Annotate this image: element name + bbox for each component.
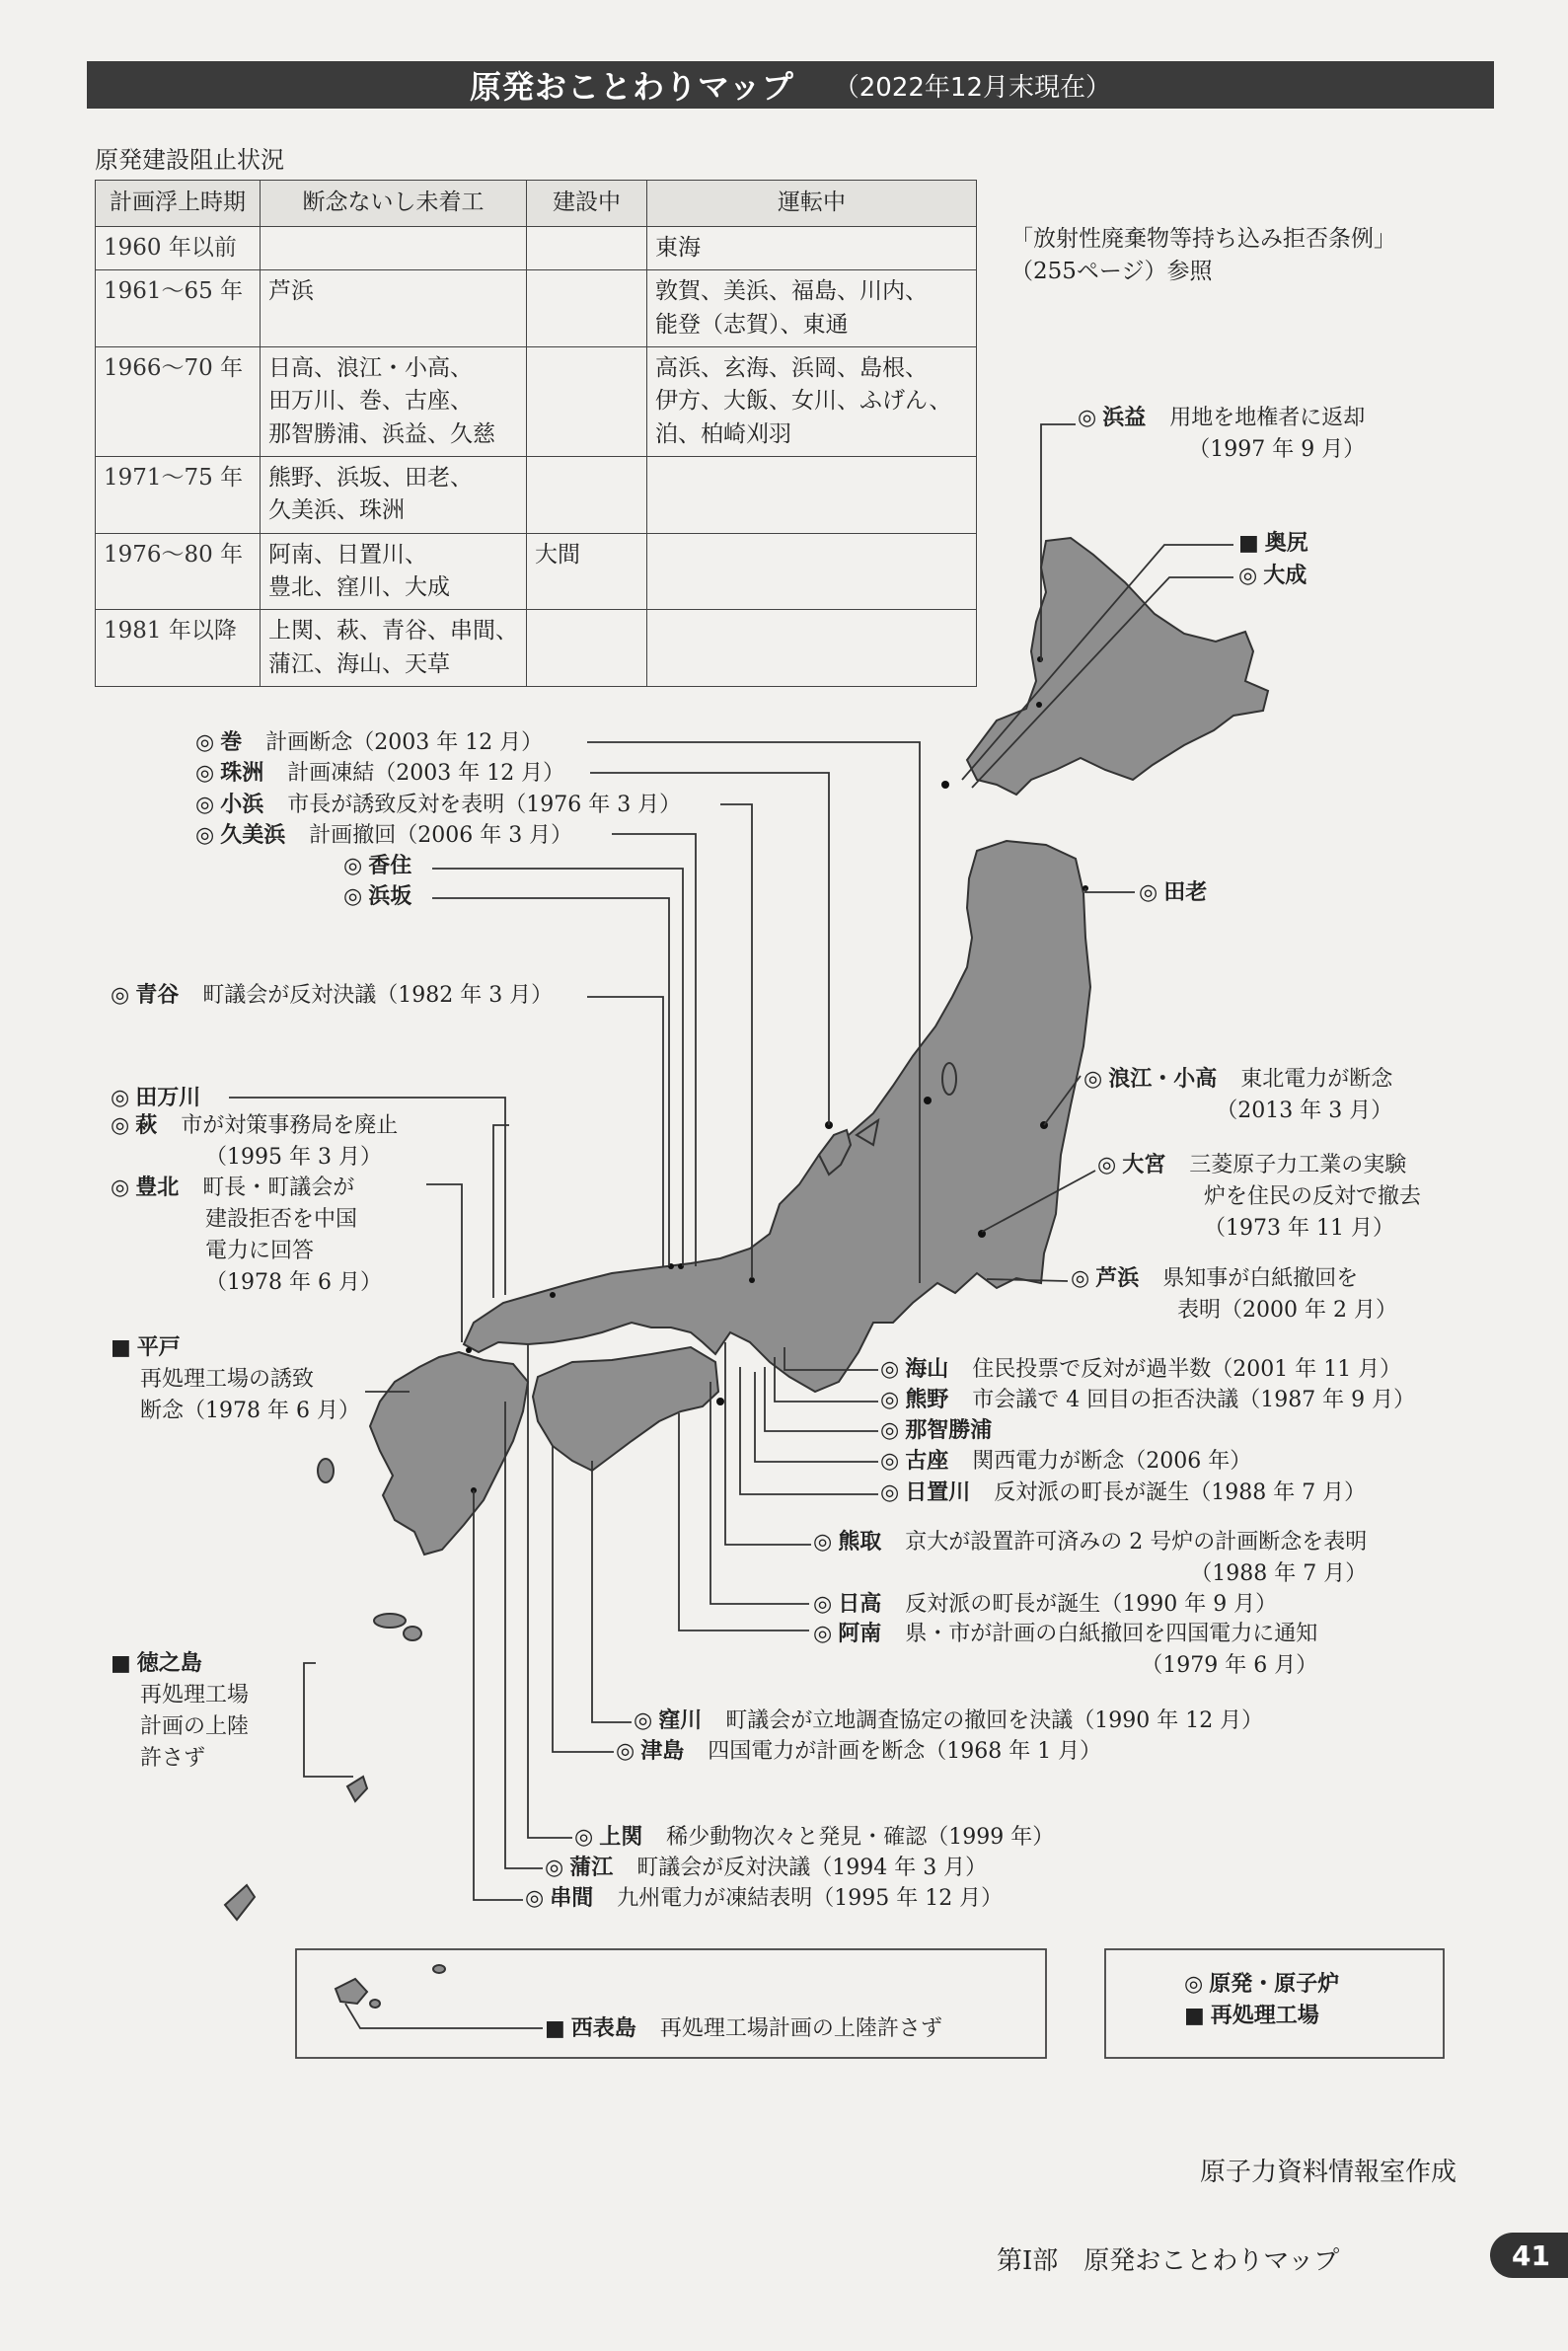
site-name: 日置川 xyxy=(905,1480,971,1505)
island xyxy=(318,1459,334,1482)
label-head xyxy=(1139,877,1207,909)
site-name: 熊取 xyxy=(838,1530,882,1555)
filled-square-icon: ■ xyxy=(111,1651,131,1676)
site-name: 香住 xyxy=(368,854,412,878)
site-description: （1988 年 7 月） xyxy=(1190,1560,1368,1586)
site-name: 上関 xyxy=(599,1825,643,1850)
label-head xyxy=(1238,561,1307,592)
site-label-hidaka xyxy=(813,1589,1277,1621)
site-description: 再処理工場計画の上陸許さず xyxy=(659,2016,942,2041)
label-head xyxy=(880,1354,1401,1386)
legend-label: 原発・原子炉 xyxy=(1209,1972,1340,1997)
site-description: 市会議で 4 回目の拒否決議（1987 年 9 月） xyxy=(972,1388,1416,1412)
hokkaido-shape xyxy=(967,538,1268,795)
site-name: 青谷 xyxy=(135,983,180,1008)
label-head xyxy=(545,1853,987,1884)
table-cell: 1971～75 年 xyxy=(96,457,261,534)
site-description: 四国電力が計画を断念（1968 年 1 月） xyxy=(708,1739,1102,1764)
double-circle-icon: ◎ xyxy=(111,1086,130,1110)
table-heading: 原発建設阻止状況 xyxy=(95,146,284,174)
shikoku-shape xyxy=(533,1347,718,1471)
label-head xyxy=(880,1385,1415,1416)
cell-line: 久美浜、珠洲 xyxy=(268,497,405,524)
table-cell: 1960 年以前 xyxy=(96,227,261,270)
cell-line: 敦賀、美浜、福島、川内、 xyxy=(655,278,928,305)
site-description: 町議会が反対決議（1982 年 3 月） xyxy=(202,983,554,1008)
filled-square-icon: ■ xyxy=(1238,531,1259,556)
cell-line: 泊、柏崎刈羽 xyxy=(655,420,791,447)
double-circle-icon: ◎ xyxy=(343,884,363,909)
site-description: （1995 年 3 月） xyxy=(205,1144,382,1170)
site-name: 芦浜 xyxy=(1095,1266,1140,1291)
site-label-miyama xyxy=(880,1354,1401,1386)
site-label-kubokawa xyxy=(634,1706,1263,1737)
island xyxy=(404,1627,421,1640)
label-head xyxy=(1238,528,1308,560)
site-label-kumihama xyxy=(195,820,572,852)
site-label-hamamasu xyxy=(1078,403,1365,466)
okinawa-island xyxy=(225,1885,255,1920)
note-line: （255ページ）参照 xyxy=(1010,259,1213,285)
column-header: 断念ないし未着工 xyxy=(261,181,527,227)
leader-line xyxy=(592,1461,632,1722)
site-label-suzu xyxy=(195,758,564,790)
site-description: 町議会が立地調査協定の撤回を決議（1990 年 12 月） xyxy=(725,1708,1264,1733)
cell-line: 阿南、日置川、 xyxy=(268,541,427,568)
site-description: 用地を地権者に返却 xyxy=(1169,406,1366,430)
double-circle-icon: ◎ xyxy=(111,1176,130,1200)
page-number: 41 xyxy=(1490,2233,1568,2278)
double-circle-icon: ◎ xyxy=(813,1622,833,1646)
site-label-aoya xyxy=(111,980,553,1012)
site-description: 町議会が反対決議（1994 年 3 月） xyxy=(636,1856,988,1880)
site-label-nachi xyxy=(880,1415,992,1447)
double-circle-icon: ◎ xyxy=(525,1886,545,1911)
site-description: 再処理工場の誘致 xyxy=(140,1366,315,1392)
site-description: 市長が誘致反対を表明（1976 年 3 月） xyxy=(287,793,682,817)
site-name: 小浜 xyxy=(220,793,264,817)
table-cell: 1961～65 年 xyxy=(96,270,261,347)
site-description: 建設拒否を中国 xyxy=(205,1206,358,1232)
label-head xyxy=(525,1883,1003,1915)
cell-line: 豊北、窪川、大成 xyxy=(268,574,450,601)
label-head xyxy=(813,1527,1367,1558)
label-head xyxy=(813,1589,1277,1621)
credit: 原子力資料情報室作成 xyxy=(1200,2158,1457,2187)
double-circle-icon: ◎ xyxy=(1184,1972,1204,1997)
table-cell: 1976～80 年 xyxy=(96,533,261,610)
double-circle-icon: ◎ xyxy=(1071,1266,1090,1291)
double-circle-icon: ◎ xyxy=(634,1708,653,1733)
double-circle-icon: ◎ xyxy=(195,730,215,755)
site-dot xyxy=(924,1097,932,1104)
site-label-taisei xyxy=(1238,561,1307,592)
leader-line xyxy=(679,1413,809,1631)
site-label-hikigawa xyxy=(880,1478,1366,1509)
double-circle-icon: ◎ xyxy=(195,761,215,786)
site-name: 大宮 xyxy=(1122,1153,1166,1177)
site-name: 浜益 xyxy=(1102,406,1147,430)
cell-line: 熊野、浜坂、田老、 xyxy=(268,465,473,492)
filled-square-icon: ■ xyxy=(111,1335,131,1360)
site-description: 炉を住民の反対で撤去 xyxy=(1204,1183,1422,1209)
filled-square-icon: ■ xyxy=(1184,2003,1205,2028)
legend xyxy=(1184,1969,1339,2032)
site-name: 日高 xyxy=(838,1592,882,1617)
leader-line xyxy=(426,1184,462,1342)
site-description: 表明（2000 年 2 月） xyxy=(1177,1297,1397,1323)
footer-section-title: 第Ⅰ部 原発おことわりマップ xyxy=(997,2246,1340,2276)
honshu-shape xyxy=(464,841,1090,1392)
site-dot xyxy=(1037,656,1043,662)
site-label-tsushima xyxy=(616,1736,1101,1768)
table-cell: 大間 xyxy=(527,533,647,610)
label-head xyxy=(343,851,411,882)
site-label-kumatori xyxy=(813,1527,1367,1590)
site-label-kumano xyxy=(880,1385,1415,1416)
label-head xyxy=(111,1648,249,1680)
label-head xyxy=(111,1332,360,1364)
site-label-hamasaka xyxy=(343,881,411,913)
table-cell: 1966～70 年 xyxy=(96,347,261,457)
double-circle-icon: ◎ xyxy=(616,1739,635,1764)
site-label-kasumi xyxy=(343,851,411,882)
site-description: 稀少動物次々と発見・確認（1999 年） xyxy=(666,1825,1055,1850)
site-description: 東北電力が断念 xyxy=(1240,1067,1393,1092)
double-circle-icon: ◎ xyxy=(574,1825,594,1850)
double-circle-icon: ◎ xyxy=(195,823,215,848)
leader-line xyxy=(432,898,669,1266)
site-label-ashihama xyxy=(1071,1263,1397,1327)
double-circle-icon: ◎ xyxy=(813,1530,833,1555)
note-line: 「放射性廃棄物等持ち込み拒否条例」 xyxy=(1010,226,1396,252)
site-description: （2013 年 3 月） xyxy=(1216,1098,1393,1123)
label-head xyxy=(1097,1150,1421,1181)
site-name: 萩 xyxy=(135,1113,158,1138)
double-circle-icon: ◎ xyxy=(880,1357,900,1382)
leader-line xyxy=(590,773,829,1125)
label-head xyxy=(574,1822,1054,1854)
site-label-tokunoshima xyxy=(111,1648,249,1775)
cell-line: 那智勝浦、浜益、久慈 xyxy=(268,420,495,447)
site-label-okushiri xyxy=(1238,528,1308,560)
label-head xyxy=(195,758,564,790)
column-header: 計画浮上時期 xyxy=(96,181,261,227)
label-head xyxy=(880,1446,1251,1478)
double-circle-icon: ◎ xyxy=(880,1480,900,1505)
site-description: 計画凍結（2003 年 12 月） xyxy=(287,761,565,786)
site-description: 京大が設置許可済みの 2 号炉の計画断念を表明 xyxy=(905,1530,1368,1555)
double-circle-icon: ◎ xyxy=(880,1418,900,1443)
cell-line: 伊方、大飯、女川、ふげん、 xyxy=(655,388,952,415)
site-name: 海山 xyxy=(905,1357,949,1382)
site-label-kamae xyxy=(545,1853,987,1884)
label-head xyxy=(616,1736,1101,1768)
site-description: （1978 年 6 月） xyxy=(205,1269,382,1295)
site-name: 豊北 xyxy=(135,1176,180,1200)
double-circle-icon: ◎ xyxy=(880,1388,900,1412)
site-label-kaminoseki xyxy=(574,1822,1054,1854)
iriomote-shape xyxy=(336,1979,367,2004)
cell-line: 日高、浪江・小高、 xyxy=(268,355,473,382)
site-description: 許さず xyxy=(140,1745,206,1771)
label-head xyxy=(880,1478,1366,1509)
site-description: 計画撤回（2006 年 3 月） xyxy=(309,823,573,848)
cell-line: 芦浜 xyxy=(268,278,314,305)
label-head xyxy=(111,980,553,1012)
site-description: 住民投票で反対が過半数（2001 年 11 月） xyxy=(972,1357,1402,1382)
site-description: 九州電力が凍結表明（1995 年 12 月） xyxy=(617,1886,1004,1911)
leader-line xyxy=(505,1402,543,1868)
site-label-hagi xyxy=(111,1110,398,1174)
site-dot xyxy=(466,1347,472,1353)
site-label-anan xyxy=(813,1619,1317,1682)
site-description: 計画断念（2003 年 12 月） xyxy=(265,730,544,755)
site-description: 断念（1978 年 6 月） xyxy=(140,1398,360,1423)
site-label-taro xyxy=(1139,877,1207,909)
site-dot xyxy=(941,781,949,789)
double-circle-icon: ◎ xyxy=(111,983,130,1008)
legend-label: 再処理工場 xyxy=(1210,2003,1319,2028)
label-head xyxy=(545,2013,942,2045)
page-title: 原発おことわりマップ xyxy=(470,68,794,106)
double-circle-icon: ◎ xyxy=(1139,880,1158,905)
double-circle-icon: ◎ xyxy=(1238,564,1258,588)
site-description: 町長・町議会が xyxy=(202,1176,355,1200)
site-dot xyxy=(716,1398,724,1405)
island xyxy=(942,1063,956,1095)
column-header: 運転中 xyxy=(647,181,977,227)
double-circle-icon: ◎ xyxy=(343,854,363,878)
cell-line: 高浜、玄海、浜岡、島根、 xyxy=(655,355,928,382)
double-circle-icon: ◎ xyxy=(813,1592,833,1617)
double-circle-icon: ◎ xyxy=(195,793,215,817)
site-name: 奥尻 xyxy=(1264,531,1308,556)
site-name: 徳之島 xyxy=(136,1651,202,1676)
filled-square-icon: ■ xyxy=(545,2016,565,2041)
site-label-kushima xyxy=(525,1883,1003,1915)
site-description: 関西電力が断念（2006 年） xyxy=(972,1449,1252,1474)
site-label-obama xyxy=(195,790,681,821)
leader-line xyxy=(493,1125,509,1298)
site-name: 浪江・小高 xyxy=(1108,1067,1218,1092)
label-head xyxy=(880,1415,992,1447)
site-label-hirado xyxy=(111,1332,360,1427)
legend-item-reactor xyxy=(1184,1969,1339,2001)
site-name: 古座 xyxy=(905,1449,949,1474)
label-head xyxy=(111,1110,398,1142)
site-description: 反対派の町長が誕生（1990 年 9 月） xyxy=(905,1592,1278,1617)
double-circle-icon: ◎ xyxy=(1083,1067,1103,1092)
label-head xyxy=(1083,1064,1392,1096)
site-name: 大成 xyxy=(1263,564,1307,588)
double-circle-icon: ◎ xyxy=(111,1113,130,1138)
leader-line xyxy=(553,1446,614,1752)
table-cell: 1981 年以降 xyxy=(96,610,261,687)
site-description: （1973 年 11 月） xyxy=(1204,1215,1394,1241)
label-head xyxy=(1071,1263,1397,1295)
site-dot xyxy=(1036,702,1042,708)
cell-line: 上関、萩、青谷、串間、 xyxy=(268,618,518,645)
site-name: 巻 xyxy=(220,730,243,755)
site-description: （1997 年 9 月） xyxy=(1188,436,1366,462)
double-circle-icon: ◎ xyxy=(545,1856,564,1880)
cell-line: 能登（志賀）、東通 xyxy=(655,311,849,338)
label-head xyxy=(111,1173,382,1204)
site-name: 阿南 xyxy=(838,1622,882,1646)
leader-line xyxy=(587,997,663,1266)
double-circle-icon: ◎ xyxy=(1078,406,1097,430)
leader-line xyxy=(720,804,752,1278)
site-description: 反対派の町長が誕生（1988 年 7 月） xyxy=(994,1480,1367,1505)
site-dot xyxy=(550,1292,556,1298)
label-head xyxy=(1078,403,1365,434)
cell-line: 東海 xyxy=(655,235,701,261)
label-head xyxy=(634,1706,1263,1737)
island xyxy=(433,1965,445,1973)
amami-island xyxy=(347,1777,367,1801)
site-label-maki xyxy=(195,727,543,759)
site-name: 田万川 xyxy=(135,1086,201,1110)
double-circle-icon: ◎ xyxy=(880,1449,900,1474)
site-name: 平戸 xyxy=(136,1335,181,1360)
site-description: 県知事が白紙撤回を xyxy=(1162,1266,1359,1291)
label-head xyxy=(195,790,681,821)
site-name: 串間 xyxy=(550,1886,594,1911)
leader-line xyxy=(474,1490,523,1900)
site-description: 市が対策事務局を廃止 xyxy=(181,1113,399,1138)
column-header: 建設中 xyxy=(527,181,647,227)
island xyxy=(374,1614,406,1628)
site-name: 浜坂 xyxy=(368,884,412,909)
site-description: （1979 年 6 月） xyxy=(1141,1652,1318,1678)
island xyxy=(370,2000,380,2008)
legend-item-reprocessing xyxy=(1184,2001,1339,2032)
cell-line: 田万川、巻、古座、 xyxy=(268,388,473,415)
site-name: 那智勝浦 xyxy=(905,1418,993,1443)
cell-line: 蒲江、海山、天草 xyxy=(268,650,450,677)
site-label-omiya xyxy=(1097,1150,1421,1245)
label-head xyxy=(343,881,411,913)
site-description: 再処理工場 xyxy=(140,1682,250,1707)
site-description: 三菱原子力工業の実験 xyxy=(1189,1153,1407,1177)
site-name: 田老 xyxy=(1163,880,1208,905)
leader-line xyxy=(304,1663,353,1777)
site-name: 窪川 xyxy=(658,1708,703,1733)
page-subtitle: （2022年12月末現在） xyxy=(833,72,1111,103)
site-label-hohoku xyxy=(111,1173,382,1299)
site-description: 県・市が計画の白紙撤回を四国電力に通知 xyxy=(905,1622,1318,1646)
site-label-iriomote xyxy=(545,2013,942,2045)
label-head xyxy=(195,820,572,852)
label-head xyxy=(813,1619,1317,1650)
site-label-koza xyxy=(880,1446,1251,1478)
site-name: 津島 xyxy=(640,1739,685,1764)
label-head xyxy=(195,727,543,759)
site-name: 西表島 xyxy=(570,2016,636,2041)
site-name: 蒲江 xyxy=(569,1856,614,1880)
site-name: 熊野 xyxy=(905,1388,949,1412)
site-description: 計画の上陸 xyxy=(140,1713,250,1739)
site-description: 電力に回答 xyxy=(205,1238,315,1263)
site-label-namie xyxy=(1083,1064,1392,1127)
site-name: 珠洲 xyxy=(220,761,264,786)
double-circle-icon: ◎ xyxy=(1097,1153,1117,1177)
leader-line xyxy=(1085,888,1135,892)
kyushu-shape xyxy=(370,1352,528,1555)
leader-line xyxy=(432,869,683,1266)
site-name: 久美浜 xyxy=(220,823,286,848)
